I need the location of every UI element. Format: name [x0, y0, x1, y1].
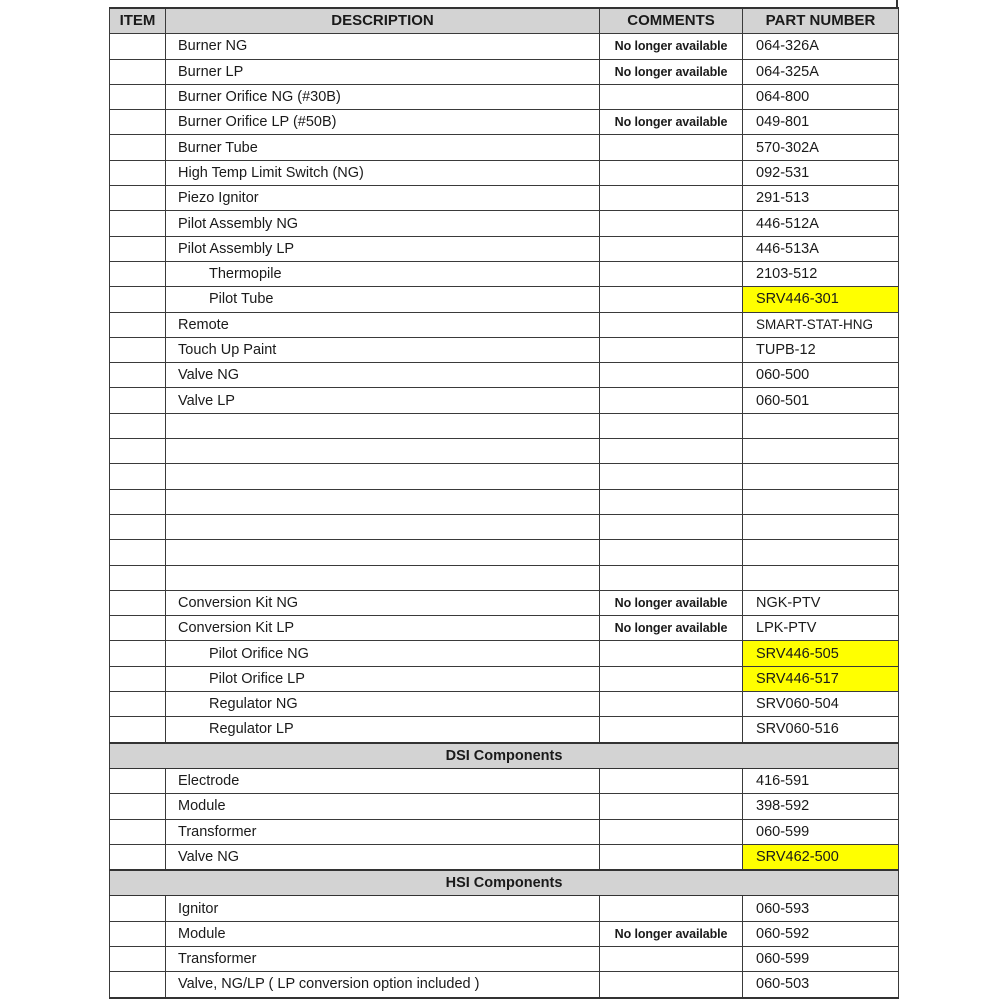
item-cell [110, 489, 166, 514]
comment-cell [600, 287, 743, 312]
item-cell [110, 34, 166, 59]
comment-cell [600, 464, 743, 489]
item-cell [110, 388, 166, 413]
parts-list-sheet [109, 7, 898, 999]
comment-cell [600, 363, 743, 388]
table-row [110, 337, 899, 362]
description-cell: Conversion Kit NG [166, 590, 600, 615]
table-header-row [110, 8, 899, 34]
part-number-cell: 064-800 [743, 84, 899, 109]
item-cell [110, 540, 166, 565]
comment-cell [600, 540, 743, 565]
part-number-cell: 570-302A [743, 135, 899, 160]
part-number-cell: SRV446-517 [743, 666, 899, 691]
comment-cell: No longer available [600, 110, 743, 135]
item-cell [110, 794, 166, 819]
item-cell [110, 261, 166, 286]
table-row [110, 211, 899, 236]
description-cell [166, 489, 600, 514]
part-number-cell: 064-326A [743, 34, 899, 59]
comment-cell [600, 388, 743, 413]
item-cell [110, 211, 166, 236]
comment-cell [600, 896, 743, 921]
section-header-row [110, 870, 899, 896]
description-cell: Pilot Orifice NG [166, 641, 600, 666]
section-title: DSI Components [110, 743, 899, 769]
description-cell: Ignitor [166, 896, 600, 921]
part-number-cell: 060-593 [743, 896, 899, 921]
comment-cell [600, 794, 743, 819]
table-row [110, 439, 899, 464]
item-cell [110, 616, 166, 641]
item-cell [110, 641, 166, 666]
description-cell: Piezo Ignitor [166, 186, 600, 211]
description-cell [166, 439, 600, 464]
part-number-cell: 2103-512 [743, 261, 899, 286]
description-cell: Pilot Tube [166, 287, 600, 312]
item-cell [110, 717, 166, 743]
part-number-cell [743, 514, 899, 539]
part-number-cell [743, 439, 899, 464]
header-description: DESCRIPTION [166, 8, 600, 34]
comment-cell [600, 717, 743, 743]
part-number-cell: 060-500 [743, 363, 899, 388]
comment-cell [600, 692, 743, 717]
table-row [110, 666, 899, 691]
table-row [110, 110, 899, 135]
item-cell [110, 59, 166, 84]
item-cell [110, 666, 166, 691]
part-number-cell [743, 413, 899, 438]
table-row [110, 946, 899, 971]
comment-cell [600, 768, 743, 793]
part-number-cell: 049-801 [743, 110, 899, 135]
description-cell: Pilot Orifice LP [166, 666, 600, 691]
part-number-cell: SRV446-301 [743, 287, 899, 312]
description-cell: High Temp Limit Switch (NG) [166, 160, 600, 185]
description-cell [166, 413, 600, 438]
part-number-cell: 060-599 [743, 819, 899, 844]
table-row [110, 261, 899, 286]
part-number-cell [743, 489, 899, 514]
part-number-cell: LPK-PTV [743, 616, 899, 641]
table-row [110, 135, 899, 160]
header-part-number: PART NUMBER [743, 8, 899, 34]
item-cell [110, 287, 166, 312]
page-edge-line [896, 0, 898, 7]
item-cell [110, 946, 166, 971]
description-cell: Transformer [166, 819, 600, 844]
item-cell [110, 921, 166, 946]
description-cell: Pilot Assembly NG [166, 211, 600, 236]
item-cell [110, 413, 166, 438]
item-cell [110, 590, 166, 615]
description-cell: Electrode [166, 768, 600, 793]
part-number-cell: 060-599 [743, 946, 899, 971]
comment-cell [600, 261, 743, 286]
table-row [110, 514, 899, 539]
description-cell: Burner Orifice NG (#30B) [166, 84, 600, 109]
item-cell [110, 84, 166, 109]
comment-cell [600, 439, 743, 464]
part-number-cell: SRV060-516 [743, 717, 899, 743]
description-cell: Conversion Kit LP [166, 616, 600, 641]
parts-table [109, 7, 899, 999]
description-cell: Burner NG [166, 34, 600, 59]
comment-cell [600, 946, 743, 971]
table-row [110, 768, 899, 793]
comment-cell: No longer available [600, 34, 743, 59]
comment-cell [600, 514, 743, 539]
item-cell [110, 186, 166, 211]
part-number-cell: 092-531 [743, 160, 899, 185]
description-cell: Module [166, 921, 600, 946]
description-cell: Remote [166, 312, 600, 337]
table-row [110, 464, 899, 489]
part-number-cell [743, 565, 899, 590]
table-row [110, 641, 899, 666]
header-comments: COMMENTS [600, 8, 743, 34]
part-number-cell [743, 540, 899, 565]
description-cell: Valve, NG/LP ( LP conversion option included ) [166, 972, 600, 998]
section-header-row [110, 743, 899, 769]
table-row [110, 312, 899, 337]
comment-cell [600, 312, 743, 337]
item-cell [110, 972, 166, 998]
comment-cell [600, 972, 743, 998]
table-row [110, 363, 899, 388]
section-title: HSI Components [110, 870, 899, 896]
table-row [110, 972, 899, 998]
table-row [110, 186, 899, 211]
description-cell [166, 514, 600, 539]
comment-cell: No longer available [600, 921, 743, 946]
table-row [110, 819, 899, 844]
table-row [110, 540, 899, 565]
table-row [110, 160, 899, 185]
table-row [110, 84, 899, 109]
part-number-cell: TUPB-12 [743, 337, 899, 362]
comment-cell [600, 819, 743, 844]
table-row [110, 59, 899, 84]
table-row [110, 236, 899, 261]
description-cell: Touch Up Paint [166, 337, 600, 362]
item-cell [110, 312, 166, 337]
item-cell [110, 236, 166, 261]
comment-cell: No longer available [600, 616, 743, 641]
comment-cell [600, 160, 743, 185]
table-row [110, 565, 899, 590]
comment-cell [600, 844, 743, 870]
part-number-cell: 446-512A [743, 211, 899, 236]
comment-cell [600, 641, 743, 666]
description-cell: Transformer [166, 946, 600, 971]
item-cell [110, 110, 166, 135]
part-number-cell: 398-592 [743, 794, 899, 819]
item-cell [110, 896, 166, 921]
table-row [110, 616, 899, 641]
table-row [110, 921, 899, 946]
item-cell [110, 514, 166, 539]
part-number-cell: 064-325A [743, 59, 899, 84]
description-cell [166, 565, 600, 590]
comment-cell [600, 84, 743, 109]
comment-cell [600, 666, 743, 691]
part-number-cell: 060-503 [743, 972, 899, 998]
table-row [110, 844, 899, 870]
table-row [110, 287, 899, 312]
item-cell [110, 692, 166, 717]
part-number-cell: SRV462-500 [743, 844, 899, 870]
comment-cell [600, 413, 743, 438]
description-cell: Regulator NG [166, 692, 600, 717]
part-number-cell: SRV060-504 [743, 692, 899, 717]
item-cell [110, 160, 166, 185]
comment-cell [600, 211, 743, 236]
item-cell [110, 363, 166, 388]
part-number-cell: SRV446-505 [743, 641, 899, 666]
comment-cell: No longer available [600, 590, 743, 615]
item-cell [110, 337, 166, 362]
item-cell [110, 439, 166, 464]
description-cell: Pilot Assembly LP [166, 236, 600, 261]
part-number-cell: 291-513 [743, 186, 899, 211]
table-row [110, 590, 899, 615]
item-cell [110, 768, 166, 793]
comment-cell [600, 337, 743, 362]
header-item: ITEM [110, 8, 166, 34]
item-cell [110, 135, 166, 160]
part-number-cell: SMART-STAT-HNG [743, 312, 899, 337]
comment-cell [600, 565, 743, 590]
table-row [110, 896, 899, 921]
description-cell: Burner Orifice LP (#50B) [166, 110, 600, 135]
item-cell [110, 565, 166, 590]
comment-cell [600, 489, 743, 514]
table-body [110, 34, 899, 998]
part-number-cell: 060-501 [743, 388, 899, 413]
item-cell [110, 819, 166, 844]
description-cell: Valve NG [166, 844, 600, 870]
table-row [110, 794, 899, 819]
item-cell [110, 464, 166, 489]
table-row [110, 413, 899, 438]
table-row [110, 717, 899, 743]
description-cell [166, 540, 600, 565]
description-cell: Module [166, 794, 600, 819]
description-cell: Burner LP [166, 59, 600, 84]
table-row [110, 489, 899, 514]
part-number-cell: 416-591 [743, 768, 899, 793]
description-cell: Burner Tube [166, 135, 600, 160]
item-cell [110, 844, 166, 870]
description-cell: Valve NG [166, 363, 600, 388]
part-number-cell: NGK-PTV [743, 590, 899, 615]
table-row [110, 388, 899, 413]
table-row [110, 34, 899, 59]
description-cell [166, 464, 600, 489]
comment-cell [600, 135, 743, 160]
description-cell: Thermopile [166, 261, 600, 286]
part-number-cell [743, 464, 899, 489]
comment-cell [600, 186, 743, 211]
part-number-cell: 060-592 [743, 921, 899, 946]
comment-cell [600, 236, 743, 261]
description-cell: Regulator LP [166, 717, 600, 743]
description-cell: Valve LP [166, 388, 600, 413]
comment-cell: No longer available [600, 59, 743, 84]
part-number-cell: 446-513A [743, 236, 899, 261]
table-row [110, 692, 899, 717]
